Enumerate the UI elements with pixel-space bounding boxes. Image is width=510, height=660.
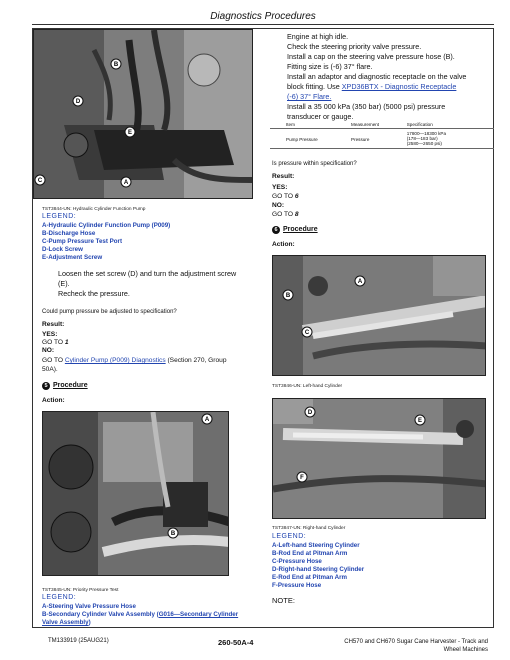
goto-text: GO TO <box>42 357 64 364</box>
spec-psi: (2580—2650 psi) <box>406 141 442 146</box>
step-line-6 <box>287 82 456 91</box>
svg-text:A: A <box>123 180 129 186</box>
callout-d <box>305 407 315 417</box>
step-line-2: Check the steering priority valve pressure. <box>287 42 422 51</box>
fig4-legend-b: B-Rod End at Pitman Arm <box>272 550 348 557</box>
fig1-legend-a: A-Hydraulic Cylinder Function Pump (P009) <box>42 222 171 229</box>
fig4-legend-e: E-Rod End at Pitman Arm <box>272 574 348 581</box>
footer-title <box>328 638 488 654</box>
spec-kpa: 17800—18300 kPa <box>406 131 447 136</box>
link-diagnostic-receptacle[interactable]: XPD36BTX - Diagnostic Receptacle <box>341 82 457 91</box>
spec-col-item: Item <box>286 122 295 127</box>
svg-text:F: F <box>300 475 304 481</box>
procedure-label: Procedure <box>53 382 88 389</box>
fig1-legend-d: D-Lock Screw <box>42 246 83 253</box>
footer-title-line-2: Wheel Machines <box>443 647 488 653</box>
svg-text:D: D <box>307 410 313 416</box>
callout-c <box>35 175 45 185</box>
fig2-callouts <box>42 411 229 576</box>
no-label-left: NO: <box>42 347 55 354</box>
page-header: Diagnostics Procedures <box>32 10 494 25</box>
fig1-legend-e: E-Adjustment Screw <box>42 254 103 261</box>
procedure-number: 5 <box>42 382 50 390</box>
spec-measurement: Pressure <box>351 137 370 142</box>
step-line-5: Install an adaptor and diagnostic receptacle on the valve <box>287 72 467 81</box>
instruction-line-2: (E). <box>58 279 70 288</box>
fig1-callouts <box>33 29 253 199</box>
fig2-caption: TST3845-UN: Priority Pressure Test <box>42 588 119 593</box>
svg-text:E: E <box>417 418 423 424</box>
callout-c <box>302 327 312 337</box>
spec-col-specification: Specification <box>406 122 433 127</box>
link-valve-assembly[interactable]: Valve Assembly <box>42 619 89 626</box>
procedure-5-heading <box>42 381 88 390</box>
no-goto-left <box>42 356 227 365</box>
procedure-label: Procedure <box>283 226 318 233</box>
spec-item: Pump Pressure <box>286 137 318 142</box>
action-label-right: Action: <box>272 241 295 248</box>
result-label-left: Result: <box>42 321 65 328</box>
goto-text: GO TO <box>272 193 294 200</box>
svg-text:C: C <box>304 330 310 336</box>
fig1-legend-title: LEGEND: <box>42 213 77 220</box>
fig4-callouts <box>272 398 486 519</box>
question-pressure: Is pressure within specification? <box>272 161 357 167</box>
goto-text: GO TO <box>272 211 294 218</box>
step-line-4: Fitting size is (-6) 37° flare. <box>287 62 373 71</box>
fig1-legend-b: B-Discharge Hose <box>42 230 96 237</box>
svg-text:A: A <box>204 417 210 423</box>
svg-text:B: B <box>170 531 176 537</box>
svg-text:B: B <box>285 293 291 299</box>
fig2-legend-a: A-Steering Valve Pressure Hose <box>42 603 136 610</box>
fig4-legend-title: LEGEND: <box>272 533 307 540</box>
callout-a <box>202 414 212 424</box>
instruction-line-3: Recheck the pressure. <box>58 289 130 298</box>
note-label: NOTE: <box>272 596 295 605</box>
procedure-6-heading <box>272 225 318 234</box>
callout-f <box>297 472 307 482</box>
spec-bar: (178—183 bar) <box>406 136 438 141</box>
procedure-number: 6 <box>272 226 280 234</box>
step-line-7[interactable]: (-6) 37° Flare. <box>287 92 332 101</box>
step-line-1: Engine at high idle. <box>287 32 349 41</box>
spec-header-row <box>270 122 494 129</box>
svg-text:C: C <box>37 178 43 184</box>
callout-b <box>283 290 293 300</box>
spec-table <box>270 122 494 149</box>
spec-data-row <box>270 129 494 149</box>
no-goto-right[interactable] <box>272 210 299 219</box>
fig3-caption: TST3846-UN: Left-hand Cylinder <box>272 384 343 389</box>
callout-e <box>125 127 135 137</box>
fig2-legend-b-cont <box>42 618 91 627</box>
legend-b-close: ) <box>88 619 91 626</box>
fig2-legend-title: LEGEND: <box>42 594 77 601</box>
svg-text:E: E <box>127 130 133 136</box>
callout-d <box>73 96 83 106</box>
fig4-legend-a: A-Left-hand Steering Cylinder <box>272 542 360 549</box>
callout-b <box>111 59 121 69</box>
section-ref-2: 50A). <box>42 366 58 373</box>
step-line-3: Install a cap on the steering valve pressure hose (B). <box>287 52 455 61</box>
callout-a <box>355 276 365 286</box>
svg-text:D: D <box>75 99 81 105</box>
result-label-right: Result: <box>272 173 295 180</box>
callout-e <box>415 415 425 425</box>
goto-step-1[interactable]: 1 <box>64 339 69 346</box>
fig4-legend-f: F-Pressure Hose <box>272 582 322 589</box>
footer-doc-id: TM133919 (25AUG21) <box>48 638 109 644</box>
fig4-caption: TST3847-UN: Right-hand Cylinder <box>272 526 346 531</box>
fig4-legend-c: C-Pressure Hose <box>272 558 322 565</box>
fig3-callouts <box>272 255 486 376</box>
yes-goto-right[interactable] <box>272 192 299 201</box>
spec-values <box>407 131 494 146</box>
callout-a <box>121 177 131 187</box>
no-label-right: NO: <box>272 202 285 209</box>
goto-step-6[interactable]: 6 <box>294 193 299 200</box>
footer-title-line-1: CH570 and CH670 Sugar Cane Harvester - Track and <box>344 639 488 645</box>
yes-label-right: YES: <box>272 184 288 191</box>
spec-col-measurement: Measurement <box>351 122 380 127</box>
fig4-legend-d: D-Right-hand Steering Cylinder <box>272 566 365 573</box>
instruction-line-1: Loosen the set screw (D) and turn the adjustment screw <box>58 269 237 278</box>
fig1-caption: TST3844-UN: Hydraulic Cylinder Function Pump <box>42 207 146 212</box>
footer-page-number: 260-50A-4 <box>218 638 254 647</box>
link-cylinder-pump-diagnostics[interactable]: Cylinder Pump (P009) Diagnostics <box>64 357 166 364</box>
step-text: block fitting. Use <box>287 82 340 91</box>
svg-text:B: B <box>113 62 119 68</box>
yes-label-left: YES: <box>42 331 58 338</box>
section-ref: (Section 270, Group <box>167 357 227 364</box>
step-line-9: transducer or gauge. <box>287 112 354 121</box>
action-label-left: Action: <box>42 397 65 404</box>
legend-b-text: B-Secondary Cylinder Valve Assembly ( <box>42 611 159 618</box>
question-adjust: Could pump pressure be adjusted to specification? <box>42 309 177 315</box>
fig1-legend-c: C-Pump Pressure Test Port <box>42 238 122 245</box>
goto-step-8[interactable]: 8 <box>294 211 299 218</box>
svg-text:A: A <box>357 279 363 285</box>
step-line-8: Install a 35 000 kPa (350 bar) (5000 psi) pressure <box>287 102 446 111</box>
link-secondary-cylinder[interactable]: G016—Secondary Cylinder <box>158 611 239 618</box>
callout-b <box>168 528 178 538</box>
goto-text: GO TO <box>42 339 64 346</box>
